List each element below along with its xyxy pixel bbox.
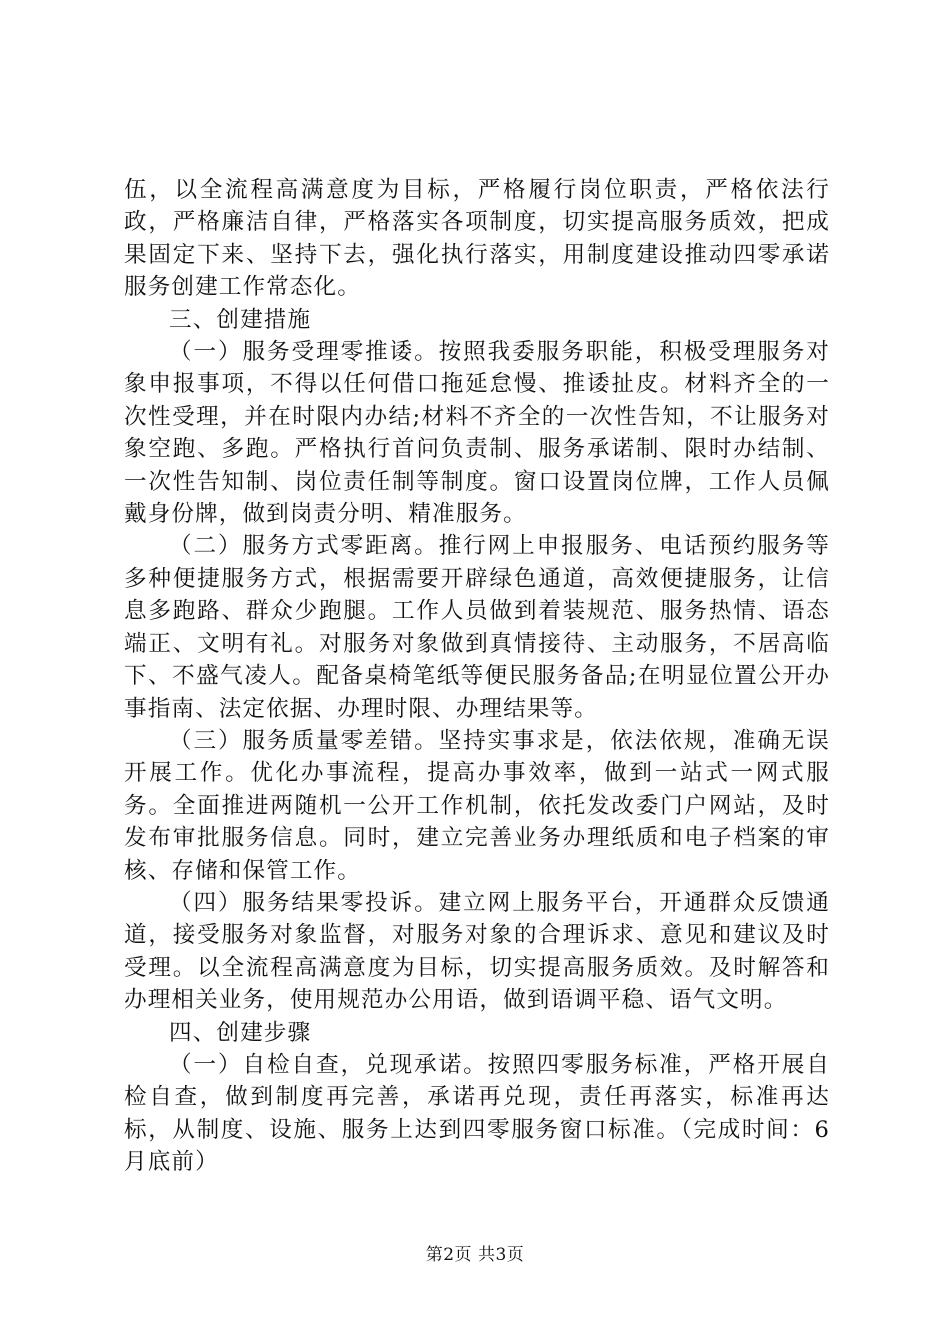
section-heading-3: 三、创建措施 — [169, 306, 312, 333]
document-body — [124, 174, 830, 1179]
paragraph-measure-3: （三）服务质量零差错。坚持实事求是，依法依规，准确无误开展工作。优化办事流程，提高办事效率，做到一站式一网式服务。全面推进两随机一公开工作机制，依托发改委门户网站，及时发布审批服务信息。同时，建立完善业务办理纸质和电子档案的审核、存储和保管工作。 — [124, 727, 830, 884]
paragraph-step-1: （一）自检自查，兑现承诺。按照四零服务标准，严格开展自检自查，做到制度再完善，承诺再兑现，责任再落实，标准再达标，从制度、设施、服务上达到四零服务窗口标准。（完成时间：6月底前） — [124, 1051, 830, 1176]
section-heading-4: 四、创建步骤 — [169, 1019, 312, 1046]
paragraph-measure-4: （四）服务结果零投诉。建立网上服务平台，开通群众反馈通道，接受服务对象监督，对服务对象的合理诉求、意见和建议及时受理。以全流程高满意度为目标，切实提高服务质效。及时解答和办理相关业务，使用规范办公用语，做到语调平稳、语气文明。 — [124, 889, 830, 1014]
paragraph-measure-2: （二）服务方式零距离。推行网上申报服务、电话预约服务等多种便捷服务方式，根据需要开辟绿色通道，高效便捷服务，让信息多跑路、群众少跑腿。工作人员做到着装规范、服务热情、语态端正、文明有礼。对服务对象做到真情接待、主动服务，不居高临下、不盛气凌人。配备桌椅笔纸等便民服务备品;在明显位置公开办事指南、法定依据、办理时限、办理结果等。 — [124, 533, 830, 722]
page-footer: 第2页 共3页 — [425, 1245, 525, 1265]
paragraph-measure-1: （一）服务受理零推诿。按照我委服务职能，积极受理服务对象申报事项，不得以任何借口拖延怠慢、推诿扯皮。材料齐全的一次性受理，并在时限内办结;材料不齐全的一次性告知，不让服务对象空跑、多跑。严格执行首问负责制、服务承诺制、限时办结制、一次性告知制、岗位责任制等制度。窗口设置岗位牌，工作人员佩戴身份牌，做到岗责分明、精准服务。 — [124, 339, 830, 528]
paragraph-continuation: 伍，以全流程高满意度为目标，严格履行岗位职责，严格依法行政，严格廉洁自律，严格落实各项制度，切实提高服务质效，把成果固定下来、坚持下去，强化执行落实，用制度建设推动四零承诺服务创建工作常态化。 — [124, 177, 830, 301]
